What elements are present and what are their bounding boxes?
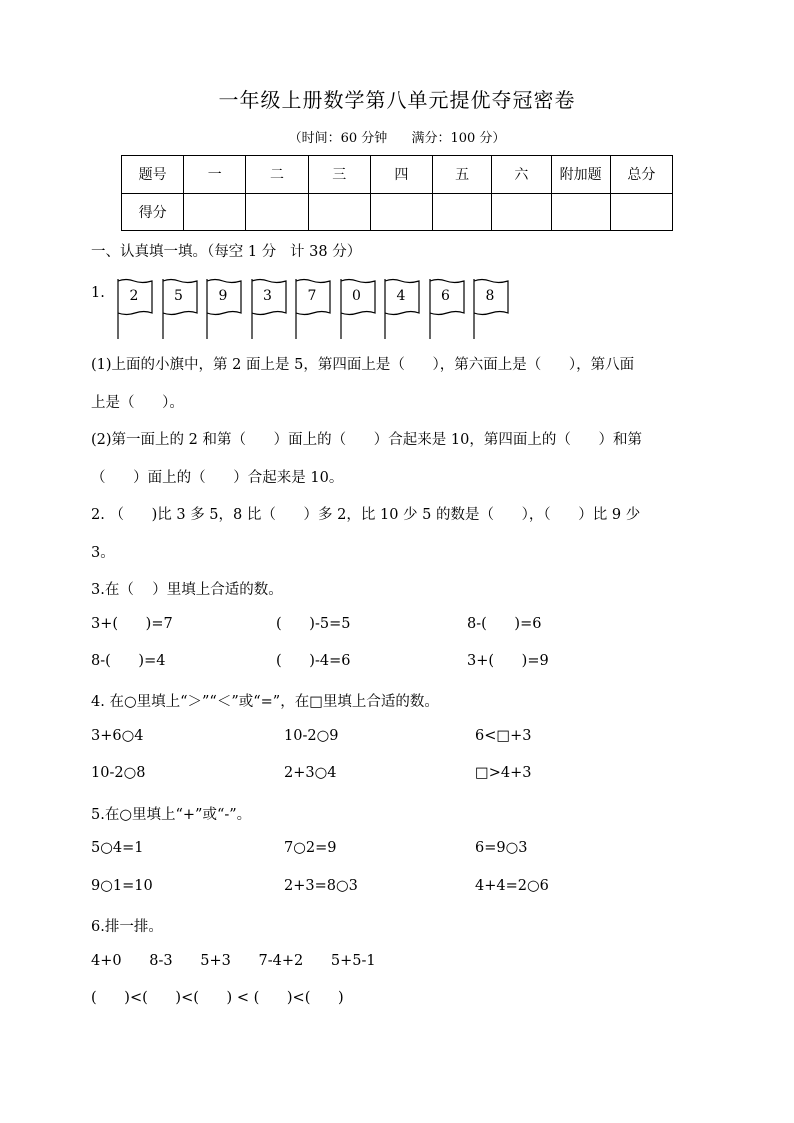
score-cell[interactable] (551, 193, 610, 231)
q4-item: □>4+3 (475, 765, 532, 781)
q3-item: ( )-4=6 (276, 653, 351, 669)
flag (428, 277, 466, 341)
flag (205, 277, 243, 341)
q3-item: 8-( )=4 (91, 653, 166, 669)
q5-item: 7○2=9 (284, 840, 337, 856)
flag-icon (339, 277, 377, 341)
score-table-header-cell: 六 (492, 156, 551, 194)
q3-item: 3+( )=7 (91, 616, 173, 632)
q3-item: ( )-5=5 (276, 616, 351, 632)
flag-icon (161, 277, 199, 341)
score-table-header-cell: 三 (308, 156, 370, 194)
flag (250, 277, 288, 341)
exam-subtitle (0, 127, 794, 146)
q4-item: 10-2○8 (91, 765, 146, 781)
question-3: 3.在（ ）里填上合适的数。 (91, 582, 283, 598)
score-table-header-cell: 一 (184, 156, 246, 194)
q4-item: 10-2○9 (284, 728, 339, 744)
flag-icon (428, 277, 466, 341)
flag-icon (383, 277, 421, 341)
q5-item: 2+3=8○3 (284, 878, 358, 894)
flag-number: 4 (396, 288, 406, 304)
flag (294, 277, 332, 341)
question-2-cont: 3。 (91, 545, 115, 561)
score-table-header-cell: 题号 (122, 156, 184, 194)
flag-number: 2 (129, 288, 139, 304)
score-cell[interactable] (492, 193, 551, 231)
score-cell[interactable] (610, 193, 672, 231)
score-cell[interactable] (246, 193, 308, 231)
flag-icon (116, 277, 154, 341)
q6-answer-blanks: ( )<( )<( ) < ( )<( ) (91, 990, 344, 1006)
flag-number: 6 (441, 288, 450, 304)
flag (472, 277, 510, 341)
question-5: 5.在○里填上“+”或“-”。 (91, 807, 252, 823)
question-6: 6.排一排。 (91, 919, 163, 935)
score-cell[interactable] (308, 193, 370, 231)
score-cell[interactable] (184, 193, 246, 231)
flag (383, 277, 421, 341)
q4-item: 3+6○4 (91, 728, 144, 744)
flag (116, 277, 154, 341)
flag-icon (472, 277, 510, 341)
question-1-number: 1. (91, 285, 105, 301)
flag-number: 8 (485, 288, 495, 304)
q4-item: 2+3○4 (284, 765, 337, 781)
q5-item: 5○4=1 (91, 840, 144, 856)
question-1-part-2: (2)第一面上的 2 和第（ ）面上的（ ）合起来是 10，第四面上的（ ）和第 (91, 432, 643, 448)
flag-icon (205, 277, 243, 341)
q4-item: 6<□+3 (475, 728, 532, 744)
exam-full-score: 满分：100 分） (411, 131, 506, 146)
question-2: 2. （ )比 3 多 5，8 比（ ）多 2，比 10 少 5 的数是（ ），（ ）比 9 少 (91, 507, 641, 523)
flag-row (116, 277, 516, 341)
q5-item: 9○1=10 (91, 878, 153, 894)
score-cell[interactable] (433, 193, 492, 231)
flag-number: 7 (307, 288, 317, 304)
score-table-row-label: 得分 (122, 193, 184, 231)
q3-item: 3+( )=9 (467, 653, 549, 669)
flag-number: 9 (218, 288, 228, 304)
q6-expressions: 4+0 8-3 5+3 7-4+2 5+5-1 (91, 953, 376, 969)
flag-number: 3 (263, 288, 272, 304)
score-table-header-cell: 五 (433, 156, 492, 194)
flag (339, 277, 377, 341)
score-table-header-cell: 总分 (610, 156, 672, 194)
score-table-header-row (122, 156, 673, 194)
flag-number: 0 (352, 288, 361, 304)
q3-item: 8-( )=6 (467, 616, 542, 632)
score-cell[interactable] (370, 193, 432, 231)
q5-item: 6=9○3 (475, 840, 528, 856)
question-4: 4. 在○里填上“＞”“＜”或“=”，在□里填上合适的数。 (91, 694, 439, 710)
flag-icon (250, 277, 288, 341)
flag-number: 5 (174, 288, 183, 304)
q5-item: 4+4=2○6 (475, 878, 549, 894)
score-table-header-cell: 二 (246, 156, 308, 194)
score-table-header-cell: 附加题 (551, 156, 610, 194)
flag-icon (294, 277, 332, 341)
score-table (121, 155, 673, 231)
page-title: 一年级上册数学第八单元提优夺冠密卷 (218, 88, 576, 112)
exam-time: （时间：60 分钟 (288, 131, 388, 146)
flag (161, 277, 199, 341)
question-1-part-1: (1)上面的小旗中，第 2 面上是 5，第四面上是（ ），第六面上是（ ），第八面 (91, 357, 635, 373)
question-1-part-1-cont: 上是（ ）。 (91, 395, 184, 411)
section-heading: 一、认真填一填。（每空 1 分 计 38 分） (91, 244, 362, 260)
score-table-header-cell: 四 (370, 156, 432, 194)
question-1-part-2-cont: （ ）面上的（ ）合起来是 10。 (91, 470, 344, 486)
score-table-score-row (122, 193, 673, 231)
